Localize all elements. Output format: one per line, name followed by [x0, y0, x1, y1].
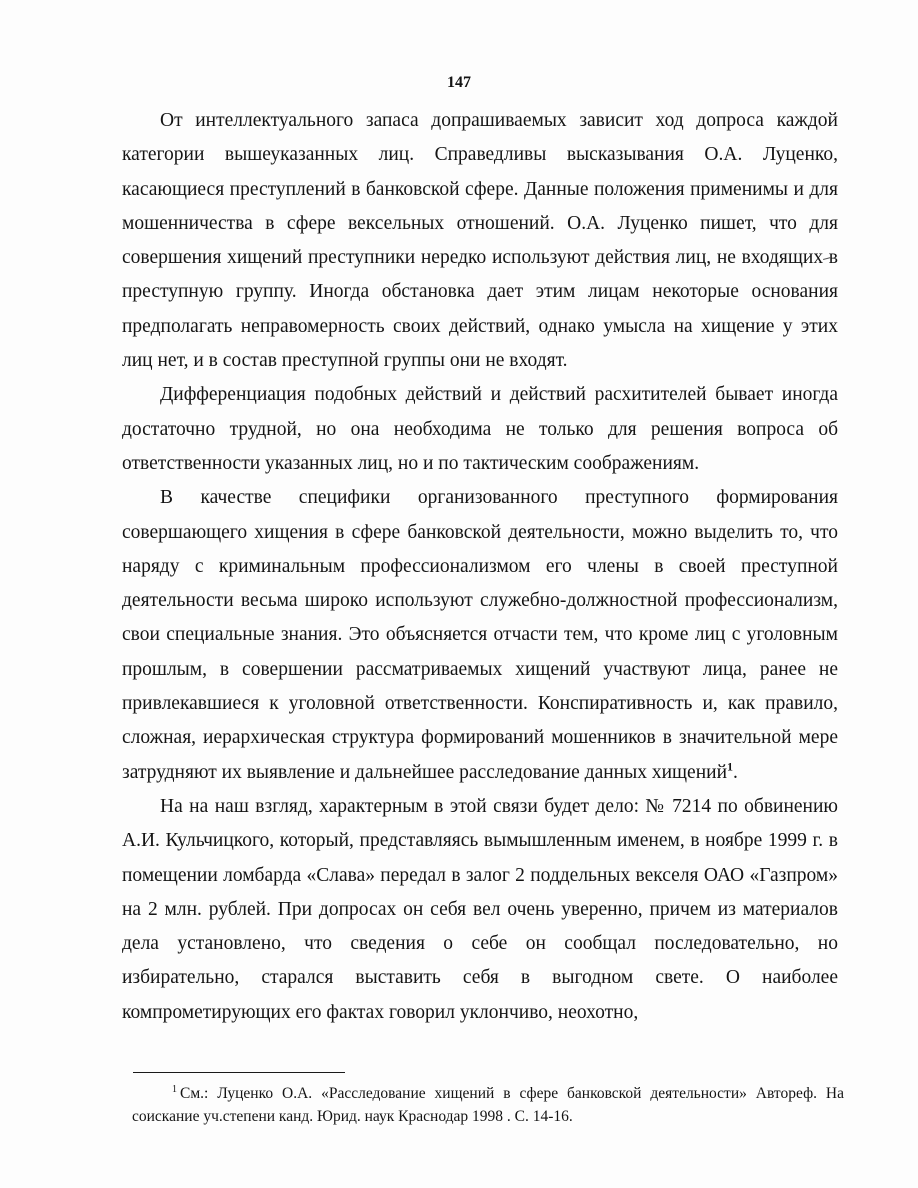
footnote: [132, 1082, 844, 1128]
paragraph-1: От интеллектуального запаса допрашиваемых зависит ход допроса каждой категории вышеуказанных лиц. Справедливы высказывания О.А. Луценко, касающиеся преступлений в банковской сфере. Данные положения применимы и для мошенничества в сфере вексельных отношений. О.А. Луценко пишет, что для совершения хищений преступники нередко используют действия лиц, не входящих в преступную группу. Иногда обстановка дает этим лицам некоторые основания предполагать неправомерность своих действий, однако умысла на хищение у этих лиц нет, и в состав преступной группы они не входят.: [122, 110, 838, 372]
paragraph-4: На на наш взгляд, характерным в этой связи будет дело: № 7214 по обвинению А.И. Кульчицкого, который, представляясь вымышленным именем, в ноябре 1999 г. в помещении ломбарда «Слава» передал в залог 2 поддельных векселя ОАО «Газпром» на 2 млн. рублей. При допросах он себя вел очень уверенно, причем из материалов дела установлено, что сведения о себе он сообщал последовательно, но избирательно, старался выставить себя в выгодном свете. О наиболее компрометирующих его фактах говорил уклончиво, неохотно,: [122, 795, 838, 1023]
footnote-divider: [133, 1072, 345, 1073]
page-number: 147: [447, 74, 471, 91]
paragraph-3-end: .: [733, 761, 738, 783]
footnote-reference[interactable]: 1: [727, 759, 734, 774]
body-text: [122, 104, 838, 1030]
paragraph-3-text: В качестве специфики организованного преступного формирования совершающего хищения в сфере банковской деятельности, можно выделить то, что наряду с криминальным профессионализмом его члены в своей преступной деятельности весьма широко используют служебно-должностной профессионализм, свои специальные знания. Это объясняется отчасти тем, что кроме лиц с уголовным прошлым, в совершении рассматриваемых хищений участвуют лица, ранее не привлекавшиеся к уголовной ответственности. Конспиративность и, как правило, сложная, иерархическая структура формирований мошенников в значительной мере затрудняют их выявление и дальнейшее расследование данных хищений: [122, 487, 838, 783]
footnote-marker: 1: [172, 1083, 177, 1095]
footnote-text: См.: Луценко О.А. «Расследование хищений в сфере банковской деятельности» Автореф. На соискание уч.степени канд. Юрид. наук Краснодар 1998 . С. 14-16.: [132, 1085, 844, 1125]
paragraph-2: Дифференциация подобных действий и действий расхитителей бывает иногда достаточно трудной, но она необходима не только для решения вопроса об ответственности указанных лиц, но и по тактическим соображениям.: [122, 384, 838, 474]
paragraph-3: [122, 481, 838, 790]
